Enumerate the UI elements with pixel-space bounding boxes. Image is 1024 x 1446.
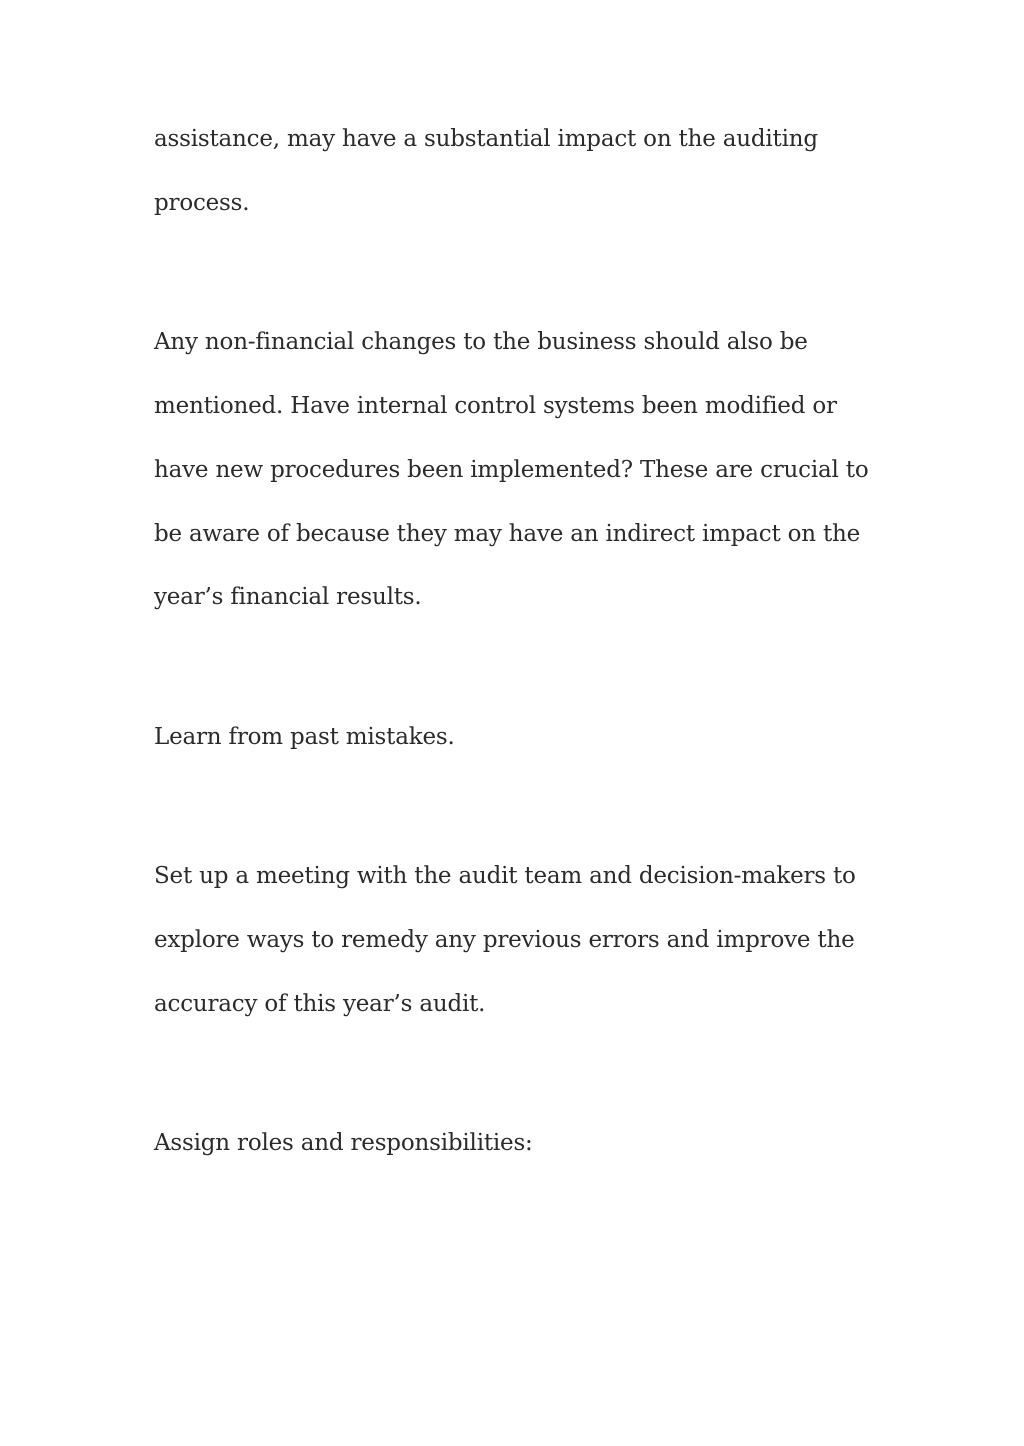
text-line: Any non-financial changes to the business should also be xyxy=(154,329,808,355)
text-line: Set up a meeting with the audit team and decision-makers to xyxy=(154,863,856,889)
text-line: explore ways to remedy any previous errors and improve the xyxy=(154,927,855,953)
text-line: have new procedures been implemented? These are crucial to xyxy=(154,457,869,483)
text-line: year’s financial results. xyxy=(154,584,422,610)
text-line: process. xyxy=(154,190,250,216)
text-line: be aware of because they may have an indirect impact on the xyxy=(154,521,861,547)
text-line: Assign roles and responsibilities: xyxy=(154,1130,533,1156)
text-line: accuracy of this year’s audit. xyxy=(154,991,486,1017)
text-line: Learn from past mistakes. xyxy=(154,724,455,750)
text-line: assistance, may have a substantial impact on the auditing xyxy=(154,126,818,152)
text-line: mentioned. Have internal control systems been modified or xyxy=(154,393,837,419)
